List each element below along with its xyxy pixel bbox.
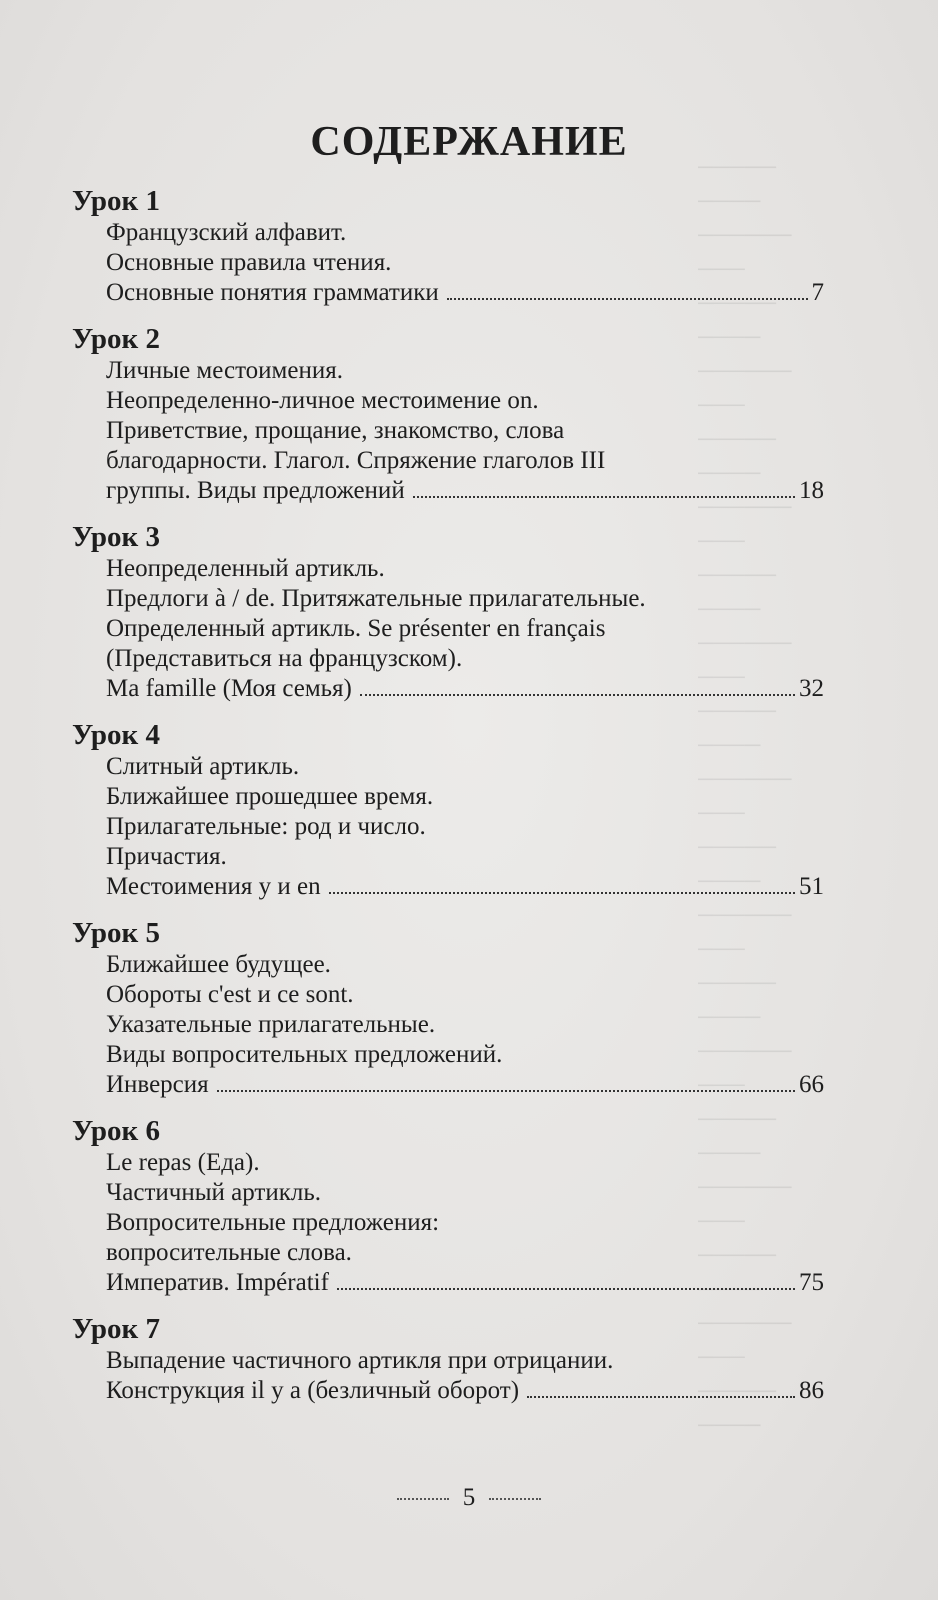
toc-line: Инверсия — [106, 1071, 209, 1098]
toc-lesson-1 — [72, 184, 824, 308]
toc-line: Императив. Impératif — [106, 1269, 329, 1296]
leader-dots — [447, 298, 808, 300]
toc-line: Предлоги à / de. Притяжательные прилагательные. — [106, 585, 646, 612]
footer-dash-left — [397, 1498, 449, 1500]
leader-dots — [527, 1396, 795, 1398]
lesson-title: Урок 1 — [72, 185, 160, 217]
lesson-title: Урок 6 — [72, 1115, 160, 1147]
toc-line: Выпадение частичного артикля при отрицании. — [106, 1347, 614, 1374]
toc-line: Конструкция il y a (безличный оборот) — [106, 1377, 520, 1404]
footer-page-number: 5 — [462, 1484, 476, 1511]
toc-line: Ближайшее прошедшее время. — [106, 783, 434, 810]
lesson-title: Урок 4 — [72, 719, 160, 751]
lesson-title: Урок 3 — [72, 521, 160, 553]
toc-line: Слитный артикль. — [106, 753, 300, 780]
toc-line: Французский алфавит. — [106, 219, 347, 246]
toc-line: (Представиться на французском). — [106, 645, 463, 672]
toc-entry-with-page[interactable] — [72, 872, 824, 902]
toc-line: благодарности. Глагол. Спряжение глаголов III — [106, 447, 606, 474]
page-number: 32 — [799, 675, 824, 702]
page-footer — [0, 1484, 938, 1512]
toc-entry-with-page[interactable] — [72, 674, 824, 704]
leader-dots — [360, 694, 795, 696]
toc-line: Личные местоимения. — [106, 357, 343, 384]
leader-dots — [329, 892, 795, 894]
toc-line: Ближайшее будущее. — [106, 951, 331, 978]
toc-entry-with-page[interactable] — [72, 1070, 824, 1100]
toc-line: Основные правила чтения. — [106, 249, 392, 276]
toc-line: Указательные прилагательные. — [106, 1011, 436, 1038]
toc-line: Причастия. — [106, 843, 227, 870]
toc-line: Виды вопросительных предложений. — [106, 1041, 503, 1068]
toc-line: Прилагательные: род и число. — [106, 813, 426, 840]
page-number: 18 — [799, 477, 824, 504]
toc-line: Неопределенно-личное местоимение on. — [106, 387, 539, 414]
lesson-title: Урок 2 — [72, 323, 160, 355]
toc-entry-with-page[interactable] — [72, 1268, 824, 1298]
toc-line: Определенный артикль. Se présenter en français — [106, 615, 606, 642]
toc-lesson-4 — [72, 718, 824, 902]
leader-dots — [413, 496, 795, 498]
toc-line: группы. Виды предложений — [106, 477, 405, 504]
toc-lesson-3 — [72, 520, 824, 704]
toc-entry-with-page[interactable] — [72, 1376, 824, 1406]
page-number: 51 — [799, 873, 824, 900]
toc-line: Приветствие, прощание, знакомство, слова — [106, 417, 565, 444]
toc-lesson-6 — [72, 1114, 824, 1298]
page-number: 66 — [799, 1071, 824, 1098]
toc-line: Ma famille (Моя семья) — [106, 675, 352, 702]
toc-line: Неопределенный артикль. — [106, 555, 385, 582]
table-of-contents — [72, 184, 824, 1420]
toc-lesson-5 — [72, 916, 824, 1100]
toc-line: Обороты c'est и ce sont. — [106, 981, 354, 1008]
bleed-through-texture: ───── ──── ────── ─── ───── ──── ────── ─── ───── ──── ────── ─── ───── ──── ────── ─── ───── ──── ────── ─── ───── ──── ────── ─── ───── ──── ────── ─── ───── ──── ────── ─── ───── ──── ────── ─── ───── ──── — [698, 154, 792, 1437]
toc-line: вопросительные слова. — [106, 1239, 352, 1266]
toc-line: Частичный артикль. — [106, 1179, 321, 1206]
page-number: 75 — [799, 1269, 824, 1296]
toc-line: Местоимения y и en — [106, 873, 321, 900]
page-number: 86 — [799, 1377, 824, 1404]
toc-line: Вопросительные предложения: — [106, 1209, 440, 1236]
lesson-title: Урок 5 — [72, 917, 160, 949]
leader-dots — [337, 1288, 795, 1290]
toc-entry-with-page[interactable] — [72, 278, 824, 308]
page-number: 7 — [811, 279, 824, 306]
toc-line: Le repas (Еда). — [106, 1149, 260, 1176]
leader-dots — [217, 1090, 795, 1092]
toc-lesson-2 — [72, 322, 824, 506]
footer-dash-right — [489, 1498, 541, 1500]
toc-entry-with-page[interactable] — [72, 476, 824, 506]
lesson-title: Урок 7 — [72, 1313, 160, 1345]
toc-line: Основные понятия грамматики — [106, 279, 439, 306]
page-title: СОДЕРЖАНИЕ — [310, 119, 628, 165]
toc-lesson-7 — [72, 1312, 824, 1406]
